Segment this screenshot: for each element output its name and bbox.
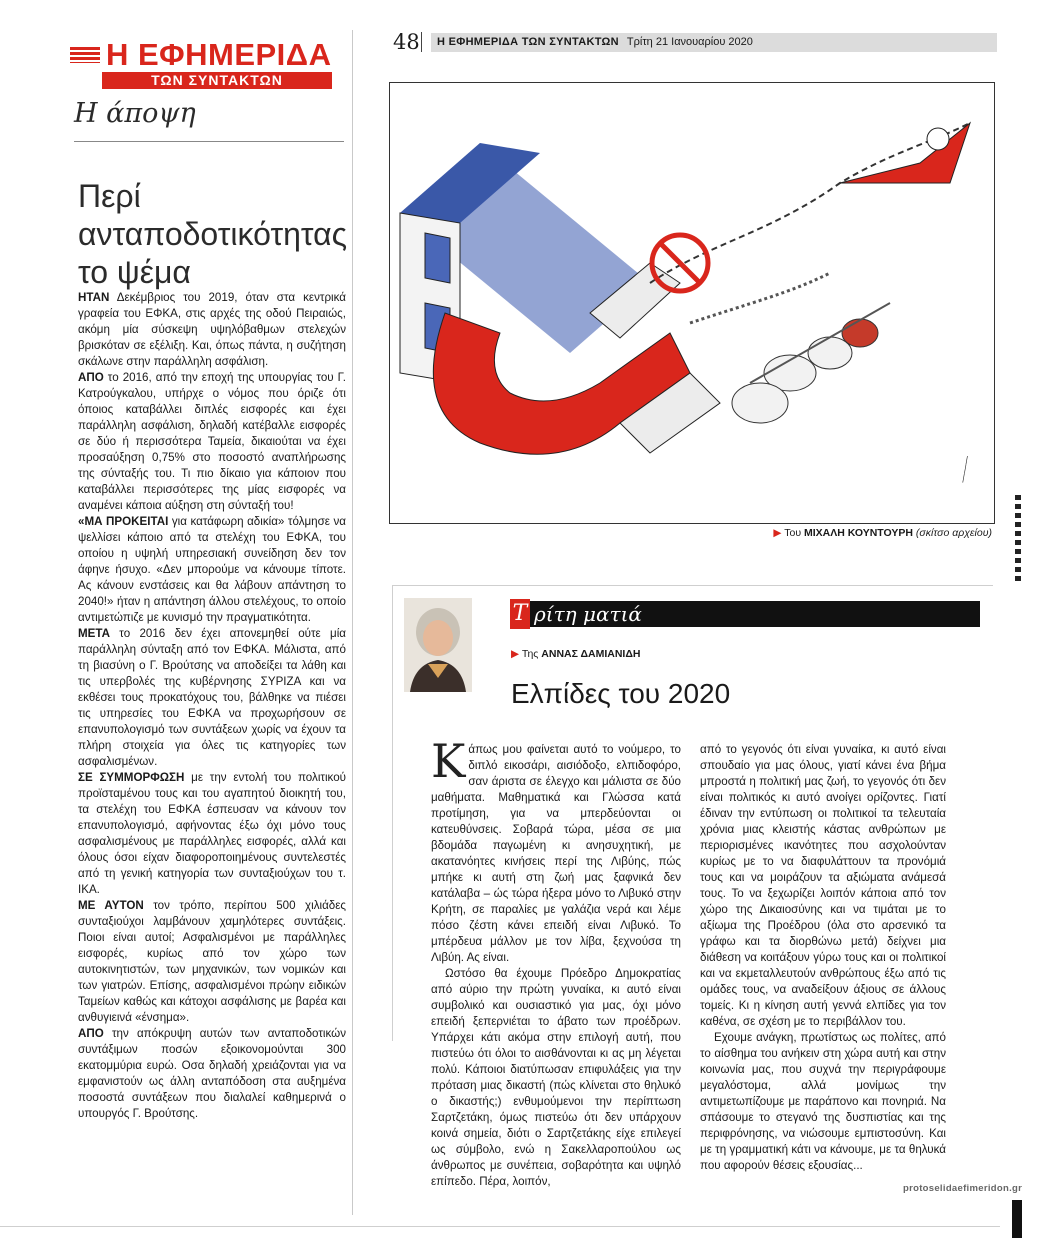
divider	[0, 1226, 1000, 1227]
article-title: Ελπίδες του 2020	[511, 678, 731, 709]
paper-name: Η ΕΦΗΜΕΡΙΔΑ ΤΩΝ ΣΥΝΤΑΚΤΩΝ	[437, 36, 619, 48]
cartoon-illustration	[389, 82, 995, 524]
column-label-text: ρίτη ματιά	[534, 602, 642, 626]
drop-cap: Κ	[431, 734, 466, 788]
paragraph: Εχουμε ανάγκη, πρωτίστως ως πολίτες, από το αίσθημα του ανήκειν στη χώρα αυτή και στην κοινωνία μας, που συχνά την περιγράφουμε μεγαλόστομα, αλλά μονίμως την αντιμετωπίζουμε με παράπονο και πονηριά. Να σπάσουμε το στεγανό της δυσπιστίας και της περιφρόνησης, να νιώσουμε εμπιστοσύνη. Και με τη γραμματική κάτι να κάνουμε, με τα θηλυκά που αφορούν θέσεις εξουσίας...	[700, 1031, 946, 1172]
header-bar	[431, 33, 997, 52]
byline-arrow-icon: ▶	[511, 648, 520, 660]
cartoon-caption: ▶ Του ΜΙΧΑΛΗ ΚΟΥΝΤΟΥΡΗ (σκίτσο αρχείου)	[773, 527, 992, 539]
cartoonist-name: ΜΙΧΑΛΗ ΚΟΥΝΤΟΥΡΗ	[803, 527, 913, 539]
paragraph: Ωστόσο θα έχουμε Πρόεδρο Δημοκρατίας από αύριο την πρώτη γυναίκα, κι αυτό είναι συμβολικό και ουσιαστικό για μας, όχι μόνο επειδή ξεπερνιέται το άβατο των προέδρων. Υπάρχει κάτι ακόμα στην επιλογή αυτή, που πιστεύω ότι όλοι το αισθάνονται κι ας μη λέγεται πολύ. Κάποιοι διατύπωσαν επιφυλάξεις για την πρόταση μιας δικαστή (πώς κλίνεται στο θηλυκό ο δικαστής;) ενθυμούμενοι την περίπτωση Σαρτζετάκη, όμως πιστεύω ότι δεν υπάρχουν κοινά σημεία, διότι ο Σαρτζετάκης είχε επιλεγεί ως σύμβολο, ενώ η Σακελλαροπούλου ως άνθρωπος με συνέπεια, σοβαρότητα και υψηλό επίπεδο. Πέρα, λοιπόν,	[431, 967, 681, 1188]
logo-speed-lines-icon	[70, 47, 100, 63]
scan-edge-mark	[1012, 1200, 1022, 1238]
column-label	[510, 601, 980, 627]
editorial-body	[78, 290, 346, 1122]
paragraph: ΣΕ ΣΥΜΜΟΡΦΩΣΗ με την εντολή του πολιτικού προϊσταμένου τους και του αγαπητού διοικητή του, τα στελέχη του ΕΦΚΑ έσπευσαν να κάνουν τον επανυπολογισμό, αφήνοντας έξω όχι μόνο τους ασφαλισμένους με παράλληλες εισφορές, αλλά και όλους όσοι είχαν διαφοροποιημένους συντελεστές από τη γενική κατηγορία των συνταξιούχων του τ. ΙΚΑ.	[78, 771, 347, 896]
logo-main-text: Η ΕΦΗΜΕΡΙΔΑ	[106, 37, 332, 72]
divider	[74, 141, 344, 142]
byline: ▶ Της ΑΝΝΑΣ ΔΑΜΙΑΝΙΔΗ	[511, 648, 641, 660]
article-column-2	[700, 742, 946, 1174]
article-column-1	[431, 734, 681, 1190]
svg-text:———: ———	[957, 455, 972, 484]
paragraph: από το γεγονός ότι είναι γυναίκα, κι αυτό είναι σπουδαίο για μας όλους, γιατί κάνει ένα βήμα μπροστά η πολιτική μας ζωή, το γεγονός ότι δεν είναι πολιτικός κι αυτό ανοίγει ορίζοντες. Γιατί έδιναν την εντύπωση οι πολιτικοί τα τελευταία χρόνια μιας κλειστής κάστας ανθρώπων με περιορισμένες ικανότητες που ασχολούνταν κυρίως με το να διαφυλάττουν τα προνόμιά τους και να μοιράζουν τα αξιώματα ανάμεσά τους. Το να ξεχωρίζει λοιπόν κάποια από τον χώρο της Δικαιοσύνης και να τιμάται με το αξίωμα της Προέδρου (όλα στο αρσενικό τα γράφω και τα διορθώνω μετά) δείχνει μια διάθεση να κοιτάξουν γύρω τους και οι πολιτικοί και να εκμεταλλευτούν ανθρώπους έξω από τις ομάδες τους, να αναδείξουν άξιους σε άλλους τομείς. Κι η κίνηση αυτή γεννά ελπίδες για τον καθένα, σε σχέση με το περιβάλλον του.	[700, 743, 946, 1028]
divider	[421, 32, 422, 52]
issue-date: Τρίτη 21 Ιανουαρίου 2020	[626, 36, 753, 48]
scan-edge-mark	[1015, 495, 1021, 585]
page-number: 48	[393, 30, 420, 54]
opinion-column	[34, 30, 353, 1215]
newspaper-logo	[70, 38, 360, 89]
paragraph: ΑΠΟ το 2016, από την εποχή της υπουργίας του Γ. Κατρούγκαλου, υπήρχε ο νόμος που όριζε ότι όποιος καταβάλλει διπλές εισφορές και έχει παράλληλη ασφάλιση, δηλαδή κατέβαλλε εισφορές σε δύο ή περισσότερα Ταμεία, δικαιούται να έχει προσαύξηση 0,75% στο ποσοστό αναπλήρωσης της σύνταξής του. Τι πιο δίκαιο για κάποιον που καταβάλλει περισσότερες της μίας εισφορές να αναμένει κάποια αύξηση στη σύνταξή του!	[78, 371, 346, 512]
paragraph: Κάπως μου φαίνεται αυτό το νούμερο, το διπλό εικοσάρι, αισιόδοξο, ελπιδοφόρο, σαν άριστα σε έλεγχο και μάλιστα σε δύο μαθήματα. Μαθηματικά και Γλώσσα κατά προτίμηση, για να μπερδεύονται οι κατευθύνσεις. Σοβαρά τώρα, μέσα σε μια βδομάδα παγωμένη κι ανησυχητική, με ακατανόητες κινήσεις περί της Λιβύης, πώς μπήκε κι αυτή στη ζωή μας ξαφνικά δεν κατάλαβα – ώς τώρα ήξερα μόνο το Λιβυκό στην Κρήτη, σε παραλίες με γαλάζια νερά και λέμε πόσο ζέστη κάνει επειδή είναι Λιβυκό. Το μπέρδευα μάλλον με τον λίβα, ξεχνούσα τη Λιβύη. Ας είναι.	[431, 734, 681, 964]
caption-arrow-icon: ▶	[773, 527, 782, 539]
page-header	[393, 30, 993, 54]
logo-subtitle: ΤΩΝ ΣΥΝΤΑΚΤΩΝ	[102, 72, 332, 89]
column-label-initial: Τ	[510, 599, 530, 629]
paragraph: ΜΕΤΑ το 2016 δεν έχει απονεμηθεί ούτε μία παράλληλη σύνταξη από τον ΕΦΚΑ. Μάλιστα, από τη βιασύνη ο Γ. Βρούτσης να αποδείξει τα λάθη και τις υπερβολές της κυβέρνησης ΣΥΡΙΖΑ και να εκθέσει τους προκατόχους του, βάλθηκε να πιέσει τις υπηρεσίες του ΕΦΚΑ να προχωρήσουν σε επανυπολογισμό των συντάξεων χωρίς να έχουν τα πλήρη στοιχεία για όλες τις κατηγορίες των ασφαλισμένων.	[78, 627, 346, 768]
editorial-title: Περί ανταποδοτικότητας το ψέμα	[78, 178, 348, 290]
author-name: ΑΝΝΑΣ ΔΑΜΙΑΝΙΔΗ	[541, 648, 641, 660]
paragraph: ΜΕ ΑΥΤΟΝ τον τρόπο, περίπου 500 χιλιάδες συνταξιούχοι λαμβάνουν χαμηλότερες συντάξεις. Ποιοι είναι αυτοί; Ασφαλισμένοι με παράλληλες εισφορές, κυρίως από τον χώρο των αυτοκινητιστών, των μηχανικών, των νομικών και των γιατρών. Επίσης, ασφαλισμένοι πρώην ειδικών Ταμείων καθώς και κάτοχοι ασφάλισης με βαρέα και ανθυγιεινά «ένσημα».	[78, 899, 346, 1024]
author-photo	[404, 598, 472, 692]
paragraph: ΑΠΟ την απόκρυψη αυτών των ανταποδοτικών συντάξιμων ποσών εξοικονομούνται 300 εκατομμύρια ευρώ. Οσα δηλαδή χρειάζονται για να εμφανιστούν ως άλλη ανταπόδοση στα αυξημένα ποσοστά συντάξεων που διαλαλεί καθημερινά ο υπουργός Γ. Βρούτσης.	[78, 1027, 346, 1120]
source-watermark: protoselidaefimeridon.gr	[903, 1183, 1023, 1194]
paragraph: ΗΤΑΝ Δεκέμβριος του 2019, όταν στα κεντρικά γραφεία του ΕΦΚΑ, στις αρχές της οδού Πειραιώς, ακόμη μία σύσκεψη υψηλόβαθμων στελεχών βρισκόταν σε εξέλιξη. Και, όπως πάντα, η συζήτηση σκάλωνε στην παράλληλη ασφάλιση.	[78, 291, 346, 368]
paragraph: «ΜΑ ΠΡΟΚΕΙΤΑΙ για κατάφωρη αδικία» τόλμησε να ψελλίσει κάποιο από τα στελέχη του ΕΦΚΑ, του οποίου η υψηλή υπηρεσιακή συνείδηση δεν τον άφηνε ήσυχο. «Δεν μπορούμε να κάνουμε τίποτε. Ας κάνουν ενστάσεις και θα λάβουν απάντηση το 2040!» ήταν η απάντηση άλλου στελέχους, το οποίο αντιμετώπιζε με κυνισμό την πραγματικότητα.	[78, 515, 346, 624]
cartoon-drawing	[390, 83, 994, 523]
section-label: Η άποψη	[74, 98, 196, 129]
